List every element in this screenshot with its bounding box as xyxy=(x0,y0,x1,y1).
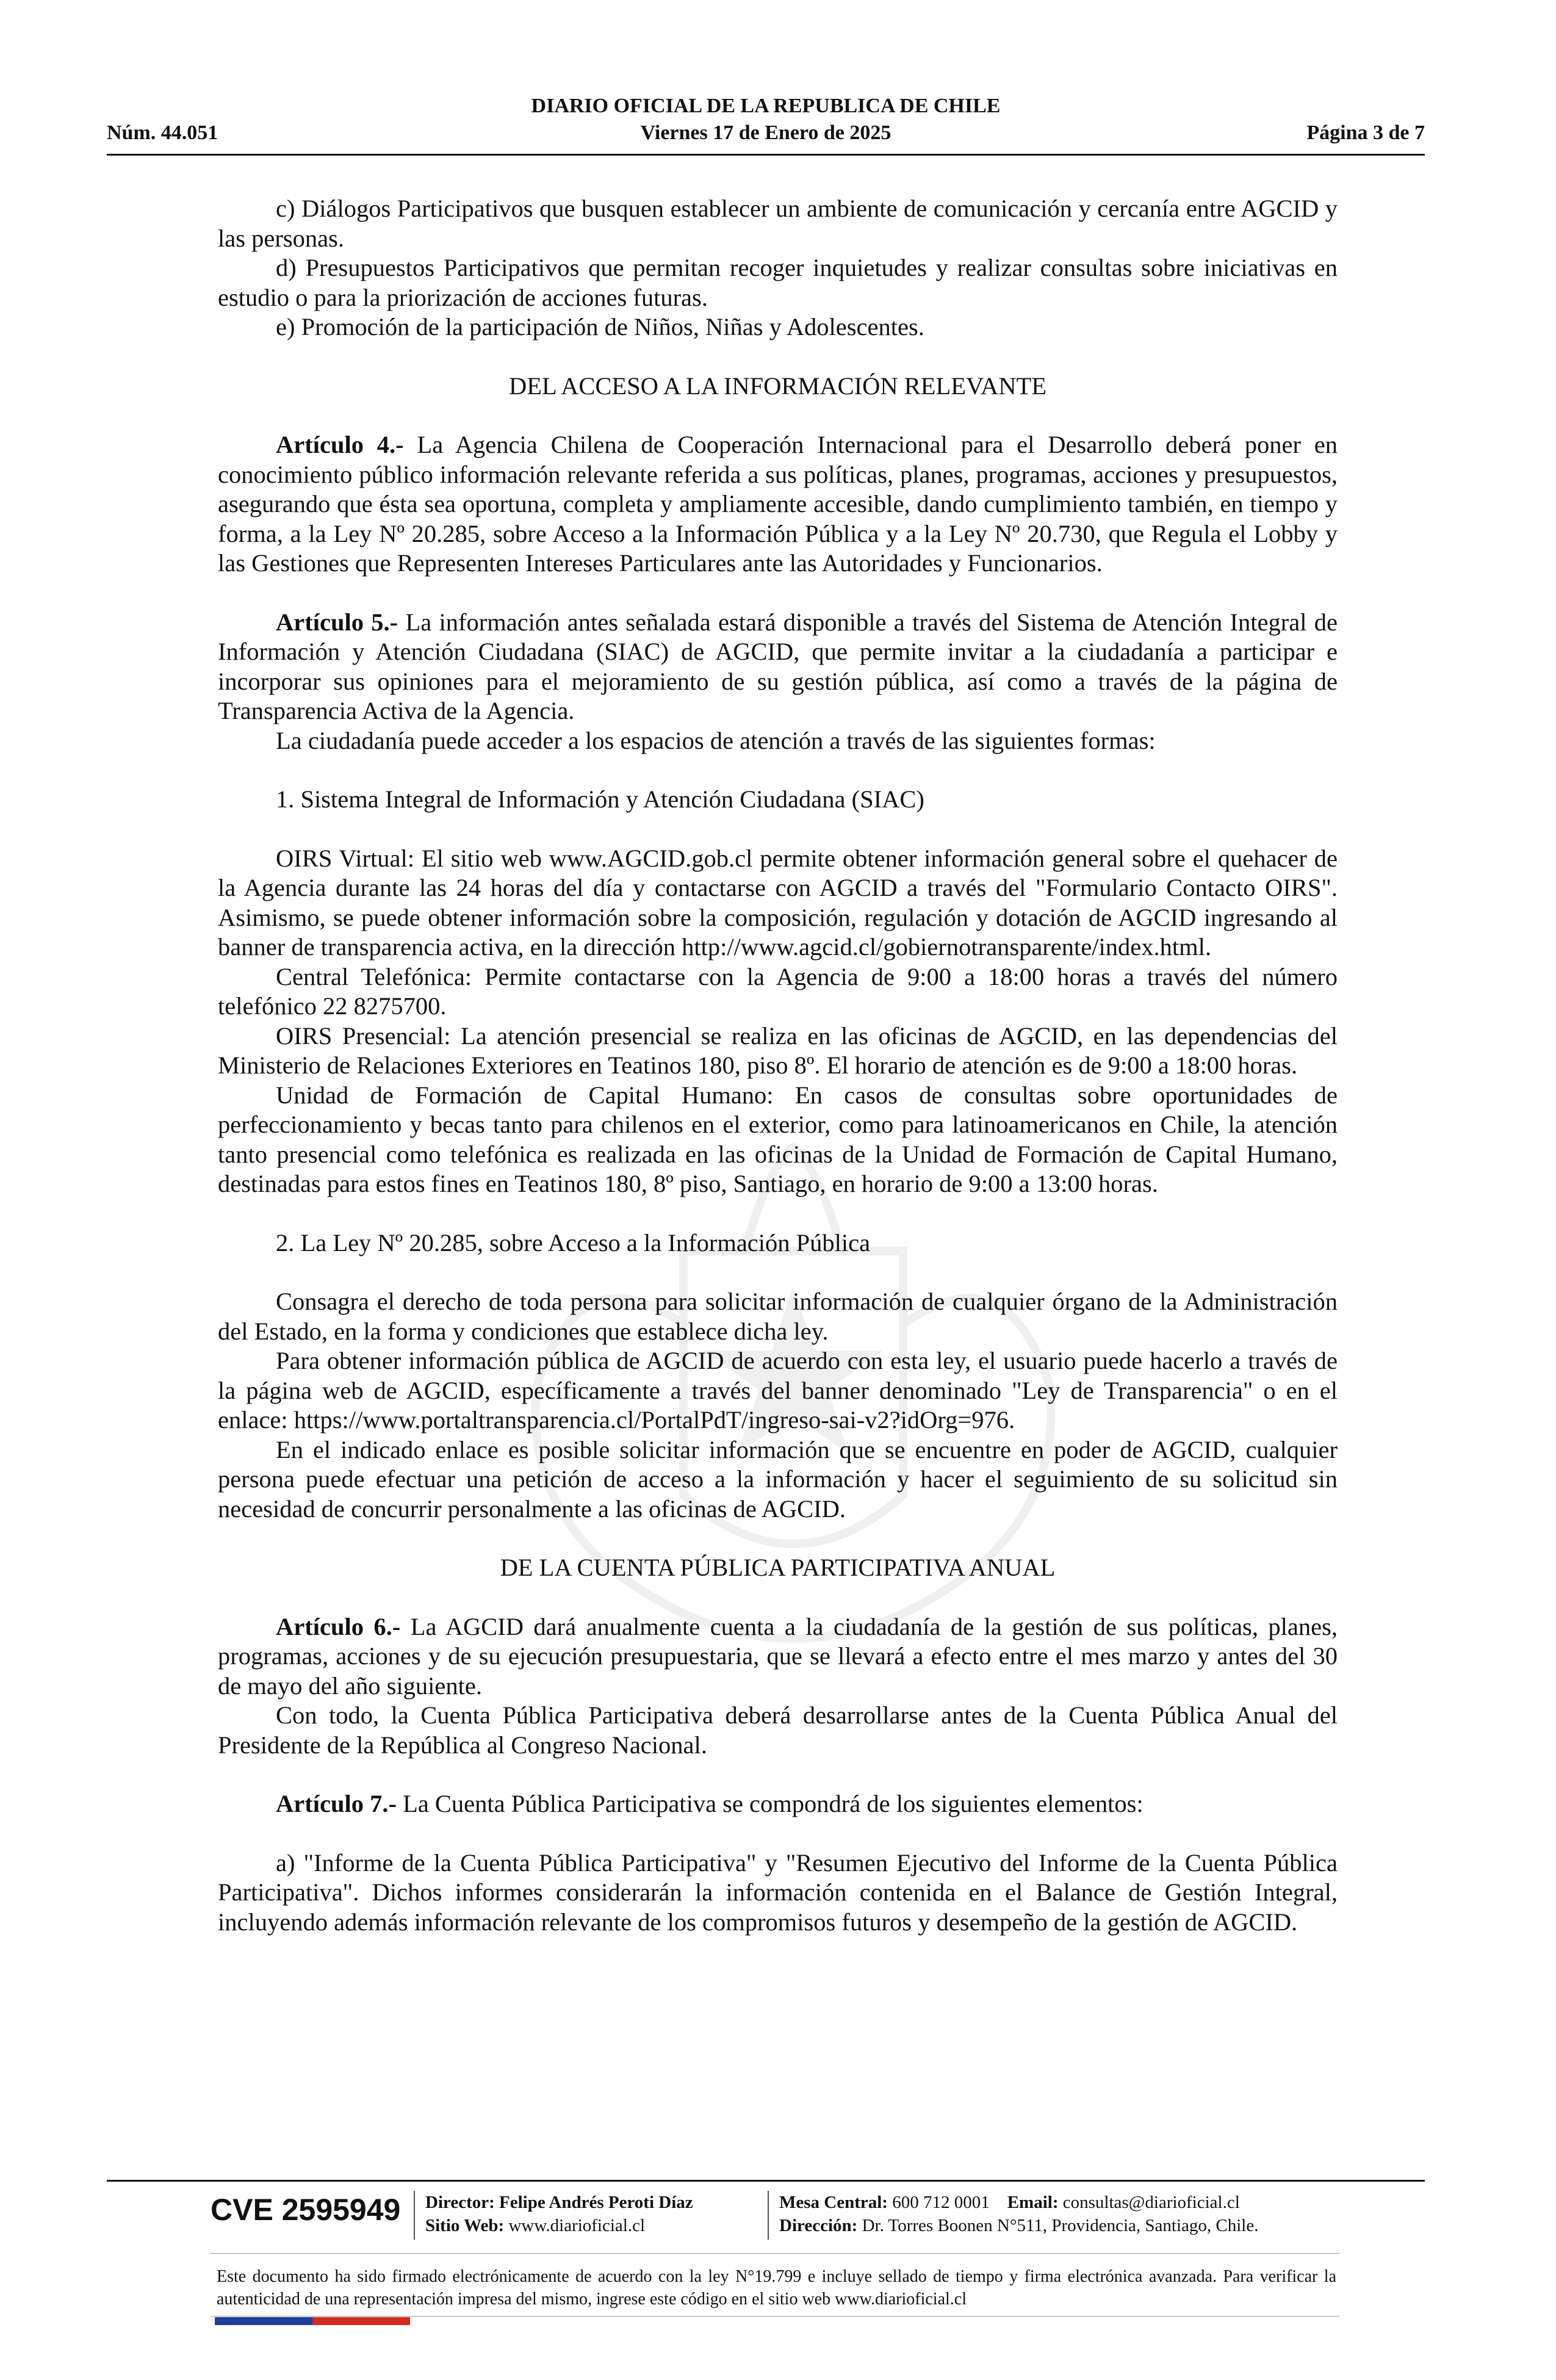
article-7-text: La Cuenta Pública Participativa se compondrá de los siguientes elementos: xyxy=(396,1790,1144,1817)
section-heading-cuenta-publica: DE LA CUENTA PÚBLICA PARTICIPATIVA ANUAL xyxy=(500,1554,1056,1581)
paragraph-en-el-indicado: En el indicado enlace es posible solicitar información que se encuentre en poder de AGCID, cualquier persona puede efectuar una petición de acceso a la información y hacer el seguimiento de su solicitud sin necesidad de concurrir personalmente a las oficinas de AGCID. xyxy=(218,1435,1338,1523)
page-header xyxy=(107,95,1425,156)
paragraph-central-telefonica: Central Telefónica: Permite contactarse con la Agencia de 9:00 a 18:00 horas a través del número telefónico 22 8275700. xyxy=(218,962,1338,1020)
paragraph-oirs-presencial: OIRS Presencial: La atención presencial se realiza en las oficinas de AGCID, en las dependencias del Ministerio de Relaciones Exteriores en Teatinos 180, piso 8º. El horario de atención es de 9:00 a 18:00 horas. xyxy=(218,1022,1338,1079)
article-6-text: La AGCID dará anualmente cuenta a la ciudadanía de la gestión de sus políticas, planes, programas, acciones y de su ejecución presupuestaria, que se llevará a efecto entre el mes marzo y antes del 30 de mayo del año siguiente. xyxy=(218,1612,1338,1700)
article-4 xyxy=(218,430,1338,579)
article-4-text: La Agencia Chilena de Cooperación Internacional para el Desarrollo deberá poner en conocimiento público información relevante referida a sus políticas, planes, programas, acciones y presupuestos, asegurando que ésta sea oportuna, completa y ampliamente accesible, dando cumplimiento también, en tiempo y forma, a la Ley Nº 20.285, sobre Acceso a la Información Pública y a la Ley Nº 20.730, que Regula el Lobby y las Gestiones que Representen Intereses Particulares ante las Autoridades y Funcionarios. xyxy=(218,431,1338,577)
mesa-label: Mesa Central: xyxy=(779,2193,888,2212)
article-5-label: Artículo 5.- xyxy=(276,608,398,636)
address-label: Dirección: xyxy=(779,2216,858,2235)
paragraph-unidad-formacion: Unidad de Formación de Capital Humano: En casos de consultas sobre oportunidades de perfeccionamiento y becas tanto para chilenos en el exterior, como para latinoamericanos en Chile, la atención tanto presencial como telefónica es realizada en las oficinas de la Unidad de Formación de Capital Humano, destinadas para estos fines en Teatinos 180, 8º piso, Santiago, en horario de 9:00 a 13:00 horas. xyxy=(218,1081,1338,1197)
footer-separator xyxy=(414,2191,415,2240)
email-label: Email: xyxy=(1007,2193,1059,2212)
paragraph-item-a: a) "Informe de la Cuenta Pública Participativa" y "Resumen Ejecutivo del Informe de la Cuenta Pública Participativa". Dichos informes considerarán la información contenida en el Balance de Gestión Integral, incluyendo además información relevante de los compromisos futuros y desempeño de la gestión de AGCID. xyxy=(218,1848,1338,1936)
footer-thin-divider xyxy=(211,2253,1339,2254)
section-heading-acceso: DEL ACCESO A LA INFORMACIÓN RELEVANTE xyxy=(509,372,1046,400)
site-label: Sitio Web: xyxy=(425,2216,505,2235)
paragraph-con-todo: Con todo, la Cuenta Pública Participativa deberá desarrollarse antes de la Cuenta Pública Anual del Presidente de la República al Congreso Nacional. xyxy=(218,1701,1338,1759)
document-body xyxy=(218,194,1338,1937)
paragraph-para-obtener: Para obtener información pública de AGCID de acuerdo con esta ley, el usuario puede hacerlo a través de la página web de AGCID, específicamente a través del banner denominado "Ley de Transparencia" o en el enlace: https://www.portaltransparencia.cl/PortalPdT/ingreso-sai-v2?idOrg=976. xyxy=(218,1347,1338,1433)
list-item-ley-20285: 2. La Ley Nº 20.285, sobre Acceso a la Información Pública xyxy=(276,1228,871,1257)
paragraph-item-d: d) Presupuestos Participativos que permitan recoger inquietudes y realizar consultas sobre iniciativas en estudio o para la priorización de acciones futuras. xyxy=(218,254,1338,311)
article-4-label: Artículo 4.- xyxy=(276,431,404,458)
footer-separator xyxy=(768,2191,769,2240)
director-name: Felipe Andrés Peroti Díaz xyxy=(499,2193,693,2212)
footer-divider xyxy=(107,2180,1425,2182)
article-6 xyxy=(218,1612,1338,1701)
mesa-value: 600 712 0001 xyxy=(892,2193,990,2212)
list-item-siac: 1. Sistema Integral de Información y Atención Ciudadana (SIAC) xyxy=(276,785,924,813)
address-value: Dr. Torres Boonen N°511, Providencia, Santiago, Chile. xyxy=(862,2216,1259,2235)
cve-code: CVE 2595949 xyxy=(211,2193,401,2227)
email-link[interactable]: consultas@diarioficial.cl xyxy=(1062,2193,1240,2212)
signature-disclaimer: Este documento ha sido firmado electrónicamente de acuerdo con la ley N°19.799 e incluye sellado de tiempo y firma electrónica avanzada. Para verificar la autenticidad de una representación impresa del mismo, ingrese este código en el sitio web www.diarioficial.cl xyxy=(217,2267,1336,2309)
flag-stripe-red xyxy=(312,2317,410,2325)
footer-bottom-divider xyxy=(211,2316,1339,2317)
paragraph-consagra: Consagra el derecho de toda persona para solicitar información de cualquier órgano de la Administración del Estado, en la forma y condiciones que establece dicha ley. xyxy=(218,1288,1338,1345)
footer-contact-block xyxy=(779,2191,1258,2237)
article-5 xyxy=(218,608,1338,726)
header-divider xyxy=(107,154,1425,156)
issue-date: Viernes 17 de Enero de 2025 xyxy=(640,121,891,144)
paragraph-forms: La ciudadanía puede acceder a los espacios de atención a través de las siguientes formas: xyxy=(276,726,1156,754)
site-link[interactable]: www.diarioficial.cl xyxy=(508,2216,646,2235)
article-7 xyxy=(218,1789,1338,1819)
newspaper-title: DIARIO OFICIAL DE LA REPUBLICA DE CHILE xyxy=(531,95,1001,117)
paragraph-oirs-virtual: OIRS Virtual: El sitio web www.AGCID.gob.cl permite obtener información general sobre el quehacer de la Agencia durante las 24 horas del día y contactarse con AGCID a través del "Formulario Contacto OIRS". Asimismo, se puede obtener información sobre la composición, regulación y dotación de AGCID ingresando al banner de transparencia activa, en la dirección http://www.agcid.cl/gobiernotransparente/index.html. xyxy=(218,844,1338,961)
flag-stripe-blue xyxy=(215,2317,312,2325)
page-number: Página 3 de 7 xyxy=(1306,121,1425,144)
issue-number: Núm. 44.051 xyxy=(107,121,218,144)
article-7-label: Artículo 7.- xyxy=(276,1790,397,1817)
director-label: Director: xyxy=(425,2193,495,2212)
article-5-text: La información antes señalada estará disponible a través del Sistema de Atención Integral de Información y Atención Ciudadana (SIAC) de AGCID, que permite invitar a la ciudadanía a participar e incorporar sus opiniones para el mejoramiento de su gestión pública, así como a través de la página de Transparencia Activa de la Agencia. xyxy=(218,608,1338,724)
paragraph-item-c: c) Diálogos Participativos que busquen establecer un ambiente de comunicación y cercanía entre AGCID y las personas. xyxy=(218,195,1338,252)
article-6-label: Artículo 6.- xyxy=(276,1612,401,1640)
footer-director-block xyxy=(425,2191,693,2237)
paragraph-item-e: e) Promoción de la participación de Niños, Niñas y Adolescentes. xyxy=(276,313,924,341)
